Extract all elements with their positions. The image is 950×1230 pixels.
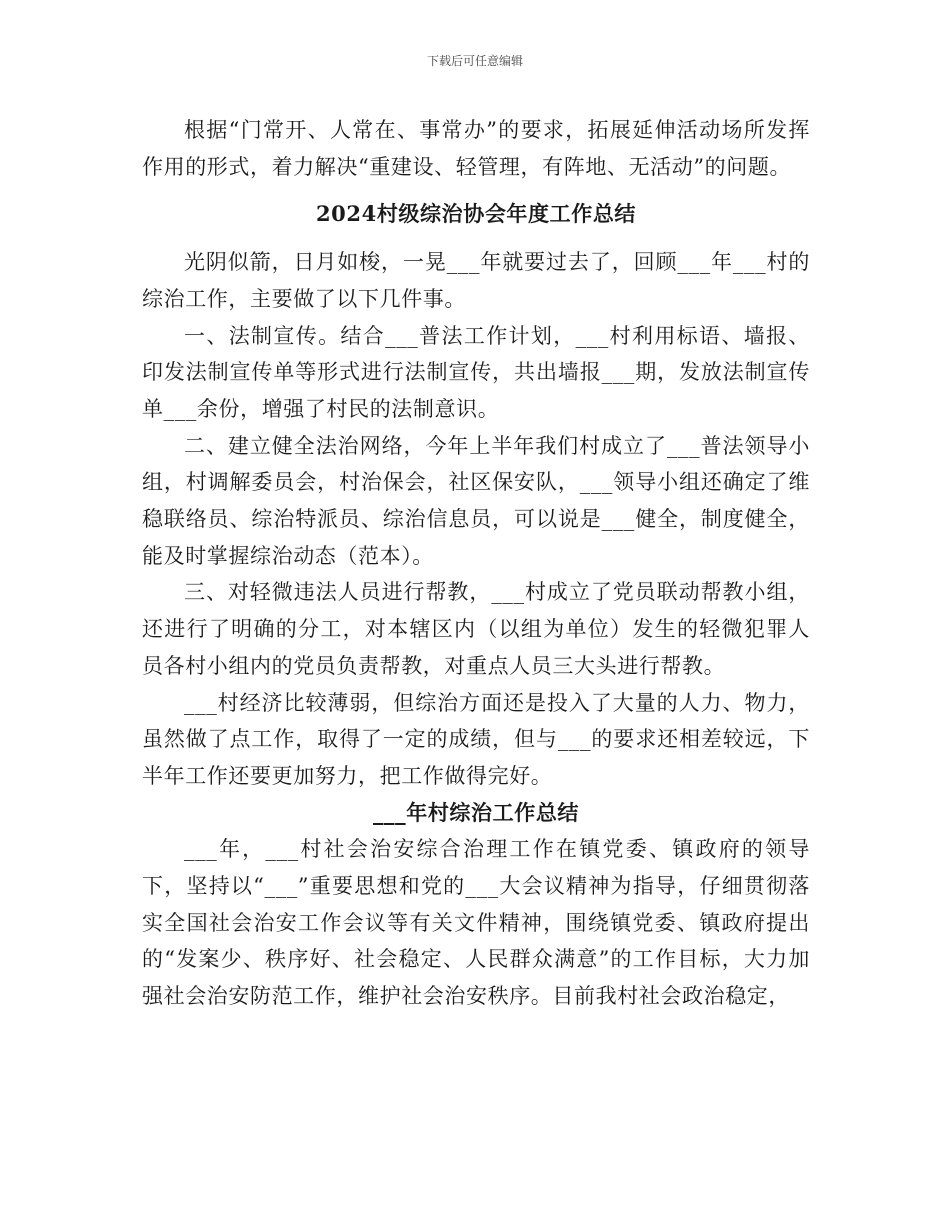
page-header: 下载后可任意编辑 (426, 54, 523, 68)
document-body (142, 112, 810, 1015)
section1-paragraph-2: 一、法制宣传。结合___普法工作计划，___村利用标语、墙报、印发法制宣传单等形式进行法制宣传，共出墙报___期，发放法制宣传单___余份，增强了村民的法制意识。 (142, 323, 810, 421)
section1-paragraph-4: 三、对轻微违法人员进行帮教，___村成立了党员联动帮教小组，还进行了明确的分工，对本辖区内（以组为单位）发生的轻微犯罪人员各村小组内的党员负责帮教，对重点人员三大头进行帮教。 (142, 580, 810, 678)
section1-paragraph-5: ___村经济比较薄弱，但综治方面还是投入了大量的人力、物力，虽然做了点工作，取得了一定的成绩，但与___的要求还相差较远，下半年工作还要更加努力，把工作做得完好。 (142, 690, 810, 788)
intro-paragraph: 根据“门常开、人常在、事常办”的要求，拓展延伸活动场所发挥作用的形式，着力解决“重建设、轻管理，有阵地、无活动”的问题。 (142, 118, 810, 179)
section2-title: ___年村综治工作总结 (372, 799, 580, 825)
section1-paragraph-1: 光阴似箭，日月如梭，一晃___年就要过去了，回顾___年___村的综治工作，主要做了以下几件事。 (142, 250, 810, 311)
section1-title: 2024村级综治协会年度工作总结 (315, 201, 637, 227)
section1-paragraph-3: 二、建立健全法治网络，今年上半年我们村成立了___普法领导小组，村调解委员会，村治保会，社区保安队，___领导小组还确定了维稳联络员、综治特派员、综治信息员，可以说是___健全，制度健全，能及时掌握综治动态（范本）。 (142, 433, 810, 568)
section2-paragraph-1: ___年，___村社会治安综合治理工作在镇党委、镇政府的领导下，坚持以“___”重要思想和党的___大会议精神为指导，仔细贯彻落实全国社会治安工作会议等有关文件精神，围绕镇党委、镇政府提出的“发案少、秩序好、社会稳定、人民群众满意”的工作目标，大力加强社会治安防范工作，维护社会治安秩序。目前我村社会政治稳定， (142, 837, 810, 1009)
